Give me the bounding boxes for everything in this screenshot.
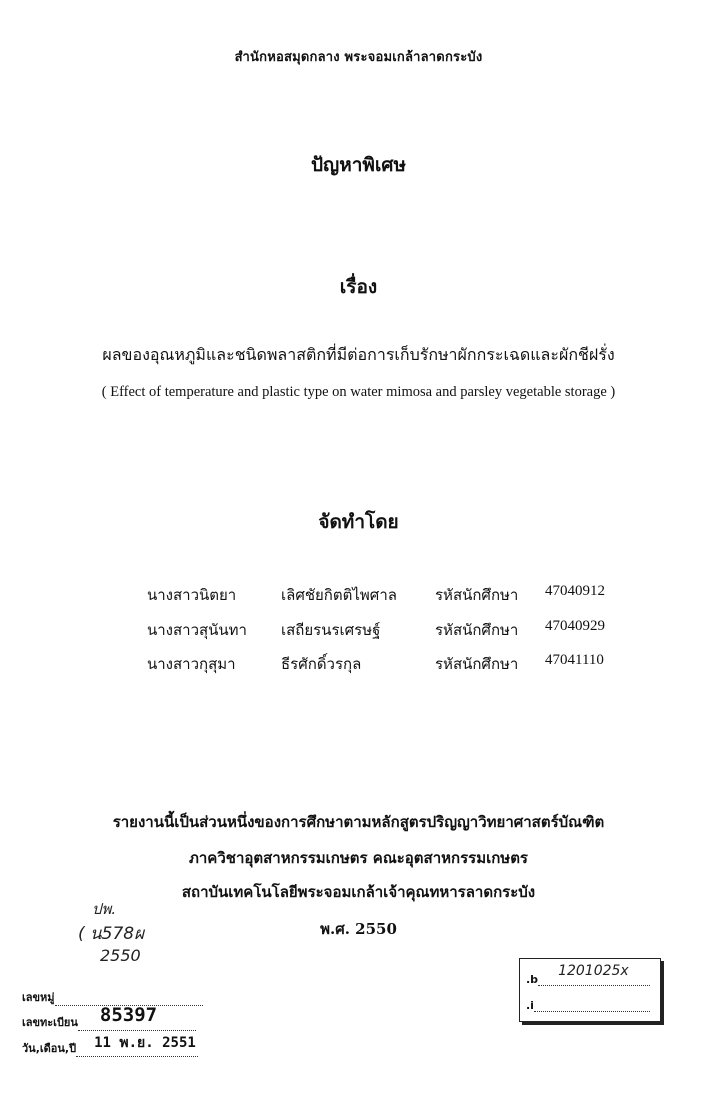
student-id: 47040912 (545, 583, 605, 599)
b-line (526, 963, 650, 986)
handwritten-callno-2: ( น578ผ (78, 924, 145, 944)
dotted-line (78, 1004, 196, 1031)
handwritten-callno-1: ปพ. (92, 900, 117, 918)
author-name: นางสาวนิตยา (147, 586, 237, 604)
date-value: 11 พ.ย. 2551 (94, 1035, 196, 1051)
document-type: ปัญหาพิเศษ (310, 154, 407, 176)
b-label: .b (526, 973, 539, 986)
i-line (526, 999, 650, 1012)
handwritten-callno-3: 2550 (100, 946, 141, 965)
degree-statement: รายงานนี้เป็นส่วนหนึ่งของการศึกษาตามหลักสูตรปริญญาวิทยาศาสตร์บัณฑิต (112, 813, 605, 831)
subject-heading: เรื่อง (339, 276, 378, 298)
date-field (22, 1035, 198, 1057)
dotted-line (538, 963, 650, 986)
author-surname: เลิศชัยกิตติไพศาล (281, 586, 397, 604)
department-line: ภาควิชาอุตสาหกรรมเกษตร คณะอุตสาหกรรมเกษตร (189, 849, 528, 867)
student-id-label: รหัสนักศึกษา (435, 655, 519, 673)
author-name: นางสาวกุสุมา (147, 655, 236, 673)
dotted-line (534, 999, 650, 1012)
register-field (22, 1004, 196, 1031)
author-surname: ธีรศักดิ์วรกุล (281, 655, 362, 673)
student-id: 47041110 (545, 652, 604, 668)
date-label: วัน,เดือน,ปี (22, 1042, 77, 1055)
category-label: เลขหมู่ (22, 991, 55, 1004)
register-label: เลขทะเบียน (22, 1016, 78, 1029)
b-value: 1201025x (558, 963, 629, 979)
author-name: นางสาวสุนันทา (147, 621, 247, 639)
author-surname: เสถียรนรเศรษฐ์ (281, 621, 381, 639)
barcode-box (519, 958, 661, 1022)
institute-line: สถาบันเทคโนโลยีพระจอมเกล้าเจ้าคุณทหารลาดกระบัง (181, 883, 536, 901)
title-thai: ผลของอุณหภูมิและชนิดพลาสติกที่มีต่อการเก็บรักษาผักกระเฉดและผักชีฝรั่ง (102, 345, 615, 364)
register-value: 85397 (99, 1004, 158, 1026)
library-stamp: สำนักหอสมุดกลาง พระจอมเกล้าลาดกระบัง (234, 50, 483, 65)
year-line: พ.ศ. 2550 (320, 920, 397, 938)
student-id-label: รหัสนักศึกษา (435, 586, 519, 604)
i-label: .i (526, 999, 534, 1012)
prepared-by-heading: จัดทำโดย (318, 511, 399, 533)
dotted-line (76, 1035, 198, 1057)
student-id: 47040929 (545, 618, 605, 634)
student-id-label: รหัสนักศึกษา (435, 621, 519, 639)
title-english: ( Effect of temperature and plastic type on water mimosa and parsley vegetable storage ) (101, 384, 616, 400)
